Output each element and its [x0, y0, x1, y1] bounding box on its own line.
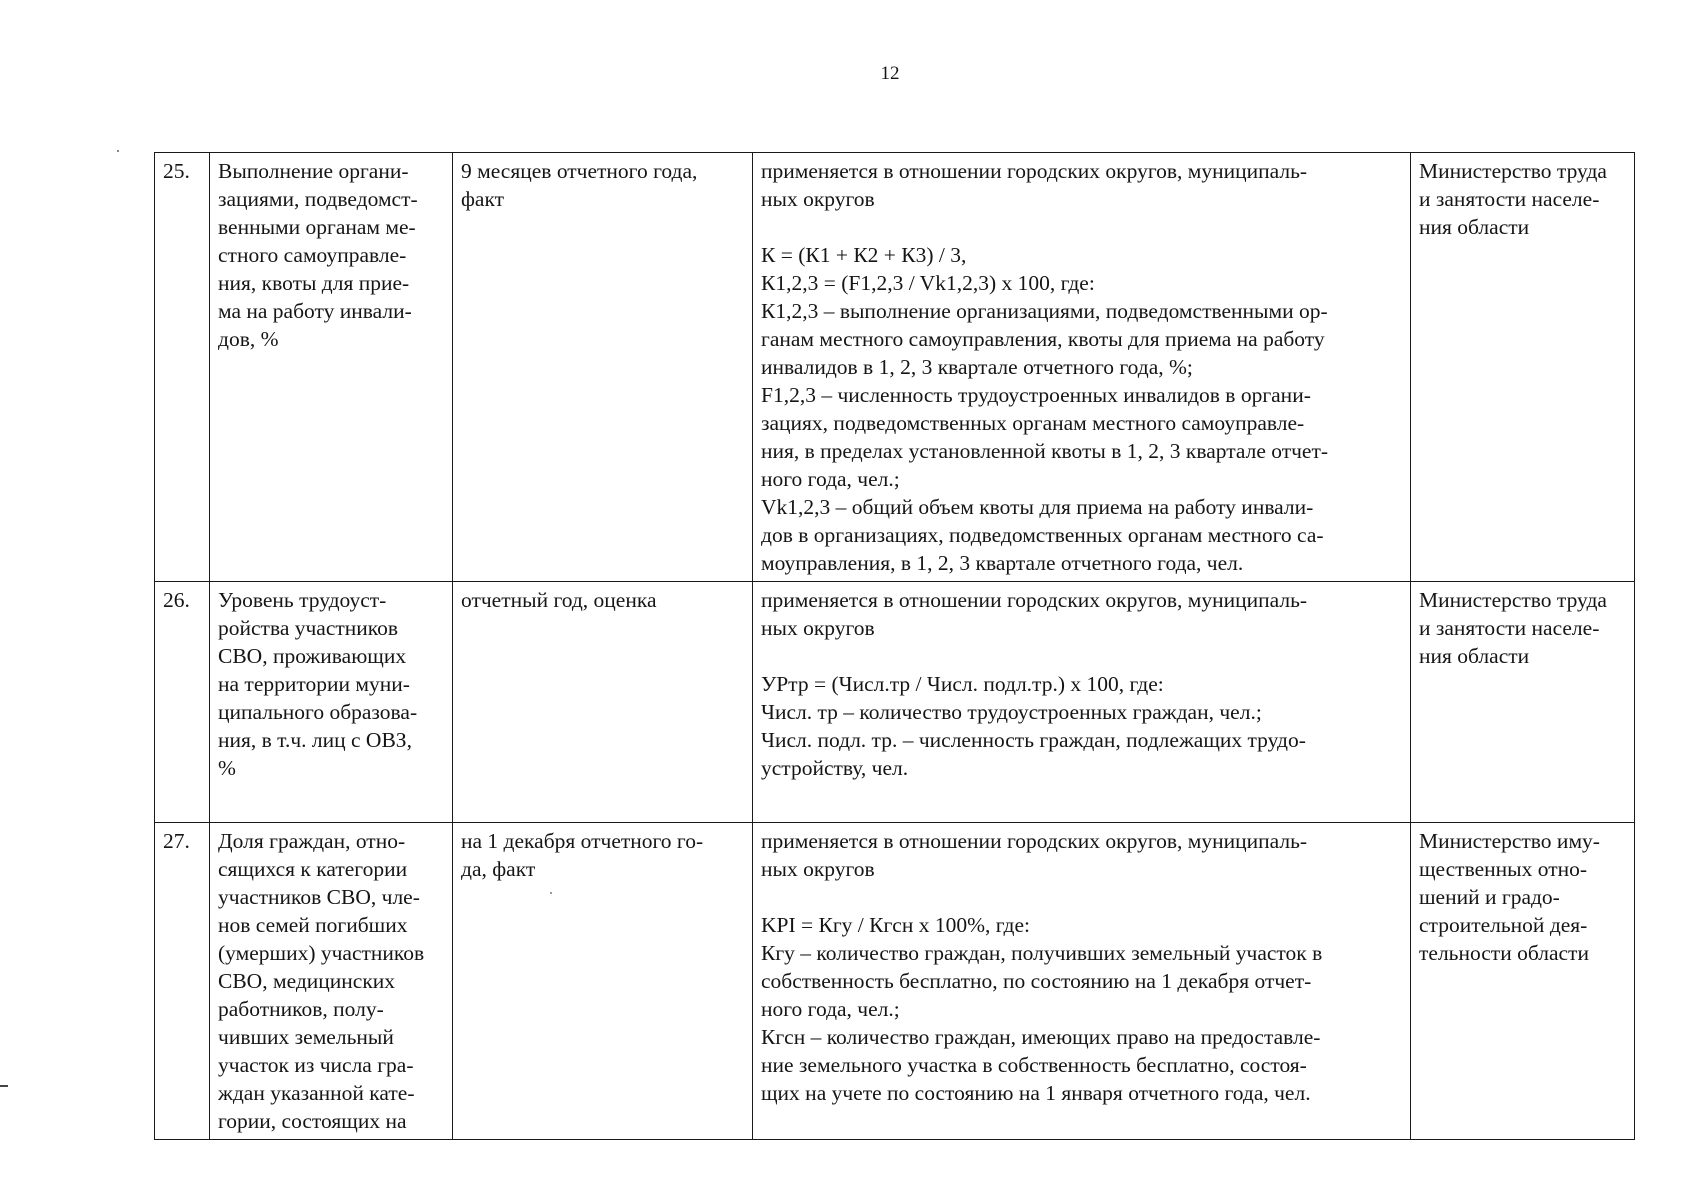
text-line: К1,2,3 = (F1,2,3 / Vk1,2,3) х 100, где:: [761, 271, 1095, 295]
text-line: F1,2,3 – численность трудоустроенных инвалидов в органи-: [761, 383, 1311, 407]
text-line: чивших земельный: [218, 1025, 394, 1049]
calculation-method: [753, 823, 1411, 1140]
text-line: ройства участников: [218, 616, 399, 640]
text-line: Кгсн – количество граждан, имеющих право на предоставле-: [761, 1025, 1321, 1049]
text-line: %: [218, 756, 236, 780]
text-line: ния, квоты для прие-: [218, 271, 410, 295]
reporting-period: [453, 153, 753, 582]
text-line: собственность бесплатно, по состоянию на 1 декабря отчет-: [761, 969, 1312, 993]
row-number-text: 26.: [163, 588, 190, 612]
reporting-period: [453, 582, 753, 823]
text-line: шений и градо-: [1419, 885, 1560, 909]
text-line: KPI = Кгу / Кгсн х 100%, где:: [761, 913, 1030, 937]
text-line: участок из числа гра-: [218, 1053, 414, 1077]
scan-artifact-mark: [0, 1085, 8, 1087]
text-line: на территории муни-: [218, 672, 410, 696]
text-line: отчетный год, оценка: [461, 588, 657, 612]
text-line: СВО, проживающих: [218, 644, 407, 668]
text-line: ных округов: [761, 187, 875, 211]
text-line: Числ. тр – количество трудоустроенных граждан, чел.;: [761, 700, 1262, 724]
text-line: ние земельного участка в собственность бесплатно, состоя-: [761, 1053, 1307, 1077]
text-line: ных округов: [761, 616, 875, 640]
calculation-method: [753, 153, 1411, 582]
text-line: и занятости населе-: [1419, 616, 1600, 640]
row-number: [155, 823, 210, 1140]
row-number: [155, 582, 210, 823]
text-line: Числ. подл. тр. – численность граждан, подлежащих трудо-: [761, 728, 1306, 752]
row-number-text: 27.: [163, 829, 190, 853]
text-line: и занятости населе-: [1419, 187, 1600, 211]
row-number: [155, 153, 210, 582]
text-line: ния области: [1419, 215, 1530, 239]
text-line: нов семей погибших: [218, 913, 408, 937]
indicators-table: [154, 152, 1635, 1140]
text-line: (умерших) участников: [218, 941, 425, 965]
text-line: дов в организациях, подведомственных органам местного са-: [761, 523, 1324, 547]
text-line: Министерство труда: [1419, 588, 1607, 612]
text-line: дов, %: [218, 327, 279, 351]
text-line: да, факт: [461, 857, 536, 881]
table-row: [155, 153, 1635, 582]
text-line: инвалидов в 1, 2, 3 квартале отчетного года, %;: [761, 355, 1193, 379]
text-line: Доля граждан, отно-: [218, 829, 406, 853]
calculation-method: [753, 582, 1411, 823]
blank-line: [761, 883, 1404, 911]
blank-line: [761, 642, 1404, 670]
text-line: ния области: [1419, 644, 1530, 668]
text-line: щих на учете по состоянию на 1 января отчетного года, чел.: [761, 1081, 1311, 1105]
text-line: ганам местного самоуправления, квоты для приема на работу: [761, 327, 1325, 351]
text-line: сящихся к категории: [218, 857, 408, 881]
text-line: на 1 декабря отчетного го-: [461, 829, 704, 853]
text-line: К = (К1 + К2 + К3) / 3,: [761, 243, 967, 267]
text-line: факт: [461, 187, 505, 211]
responsible-authority: [1411, 582, 1635, 823]
indicator-name: [210, 582, 453, 823]
text-line: ного года, чел.;: [761, 467, 900, 491]
reporting-period: [453, 823, 753, 1140]
text-line: Кгу – количество граждан, получивших земельный участок в: [761, 941, 1323, 965]
row-number-text: 25.: [163, 159, 190, 183]
table-row: [155, 582, 1635, 823]
text-line: ния, в т.ч. лиц с ОВЗ,: [218, 728, 412, 752]
text-line: участников СВО, чле-: [218, 885, 420, 909]
text-line: ципального образова-: [218, 700, 418, 724]
text-line: стного самоуправле-: [218, 243, 407, 267]
text-line: 9 месяцев отчетного года,: [461, 159, 698, 183]
text-line: гории, состоящих на: [218, 1109, 407, 1133]
text-line: моуправления, в 1, 2, 3 квартале отчетного года, чел.: [761, 551, 1244, 575]
text-line: применяется в отношении городских округов, муниципаль-: [761, 829, 1308, 853]
text-line: УРтр = (Числ.тр / Числ. подл.тр.) х 100, где:: [761, 672, 1164, 696]
text-line: ного года, чел.;: [761, 997, 900, 1021]
text-line: щественных отно-: [1419, 857, 1588, 881]
text-line: зациях, подведомственных органам местного самоуправле-: [761, 411, 1305, 435]
blank-line: [761, 213, 1404, 241]
text-line: строительной дея-: [1419, 913, 1588, 937]
text-line: венными органам ме-: [218, 215, 416, 239]
text-line: тельности области: [1419, 941, 1589, 965]
table-row: [155, 823, 1635, 1140]
text-line: работников, полу-: [218, 997, 384, 1021]
text-line: применяется в отношении городских округов, муниципаль-: [761, 159, 1308, 183]
scan-artifact-dot: [117, 150, 119, 152]
text-line: ждан указанной кате-: [218, 1081, 415, 1105]
responsible-authority: [1411, 153, 1635, 582]
text-line: Уровень трудоуст-: [218, 588, 387, 612]
page-number: 12: [880, 63, 900, 84]
text-line: Министерство иму-: [1419, 829, 1600, 853]
text-line: ных округов: [761, 857, 875, 881]
text-line: К1,2,3 – выполнение организациями, подведомственными ор-: [761, 299, 1328, 323]
text-line: Министерство труда: [1419, 159, 1607, 183]
text-line: Vk1,2,3 – общий объем квоты для приема на работу инвали-: [761, 495, 1314, 519]
text-line: зациями, подведомст-: [218, 187, 418, 211]
indicator-name: [210, 153, 453, 582]
text-line: Выполнение органи-: [218, 159, 409, 183]
text-line: СВО, медицинских: [218, 969, 396, 993]
text-line: ма на работу инвали-: [218, 299, 412, 323]
text-line: применяется в отношении городских округов, муниципаль-: [761, 588, 1308, 612]
text-line: ния, в пределах установленной квоты в 1, 2, 3 квартале отчет-: [761, 439, 1329, 463]
indicator-name: [210, 823, 453, 1140]
text-line: устройству, чел.: [761, 756, 909, 780]
responsible-authority: [1411, 823, 1635, 1140]
